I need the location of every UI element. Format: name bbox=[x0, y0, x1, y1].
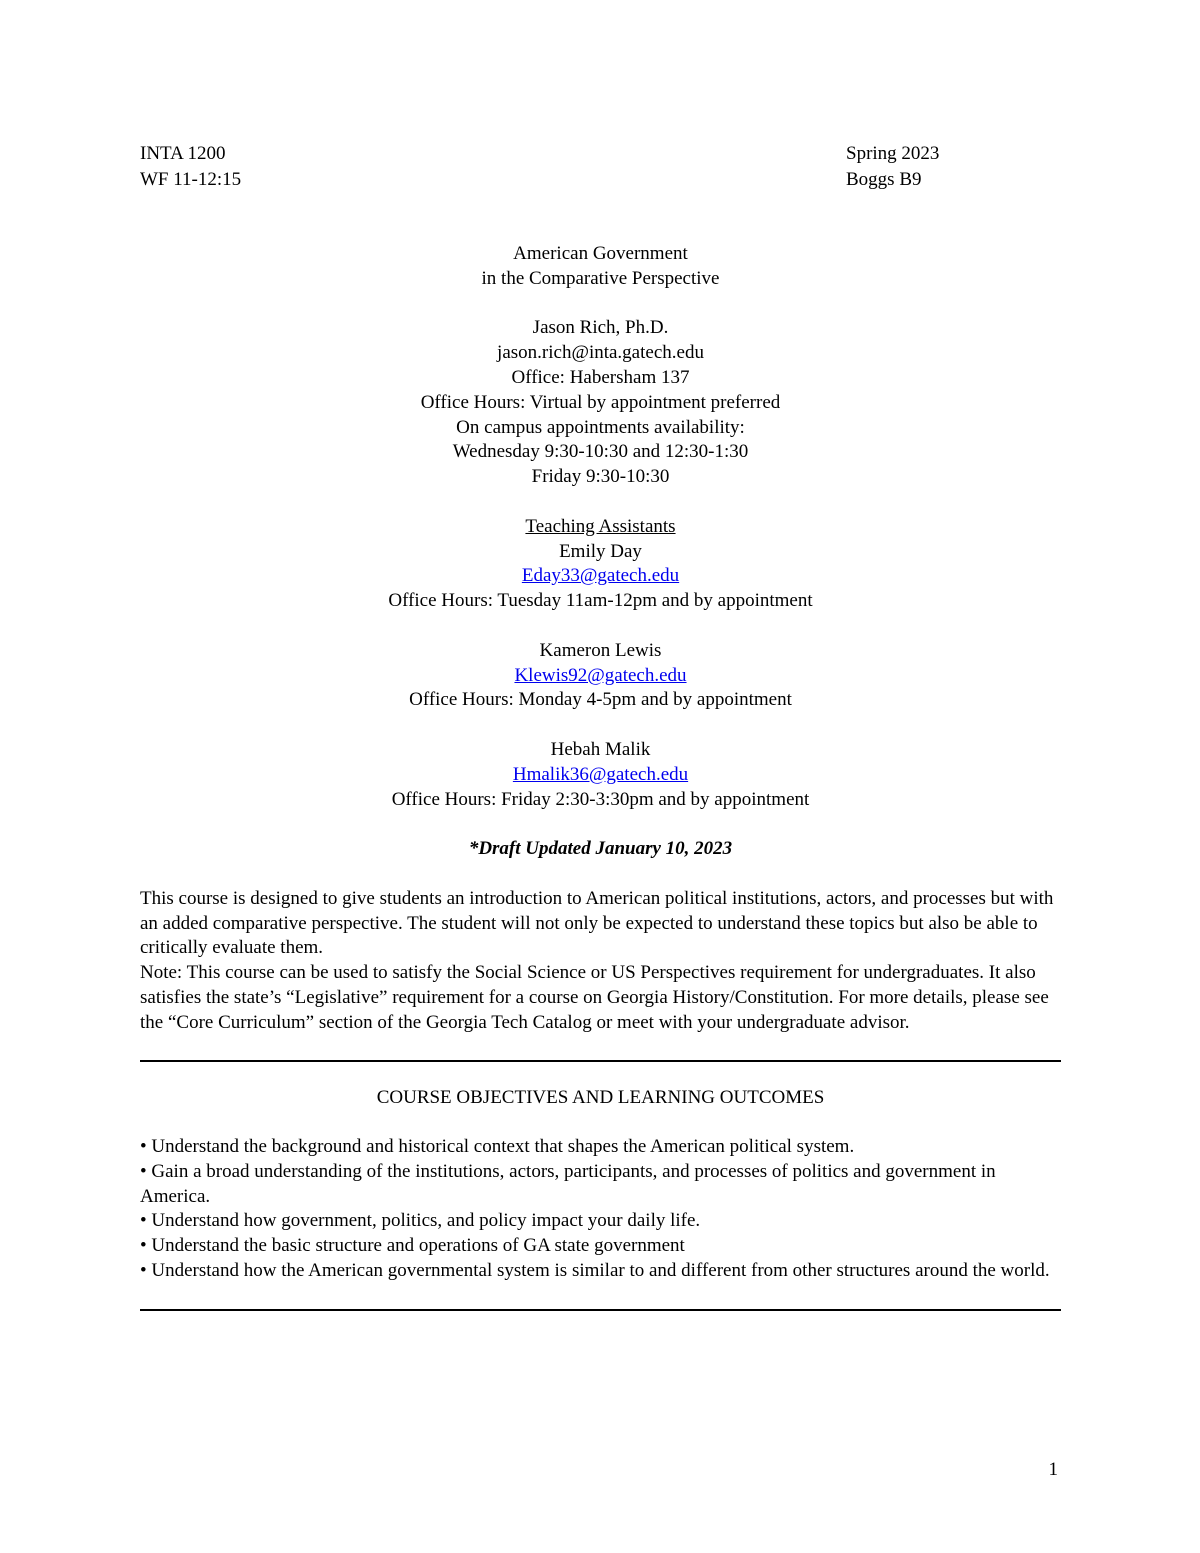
ta-office-hours: Office Hours: Tuesday 11am-12pm and by appointment bbox=[388, 590, 813, 612]
ta-email-link[interactable]: Hmalik36@gatech.edu bbox=[512, 763, 689, 785]
instructor-block bbox=[140, 316, 1061, 490]
objectives-heading: COURSE OBJECTIVES AND LEARNING OUTCOMES bbox=[376, 1086, 825, 1108]
objective-item: • Understand the basic structure and operations of GA state government bbox=[140, 1235, 685, 1257]
course-description: This course is designed to give students an introduction to American political institutions, actors, and processes but with an added comparative perspective. The student will not only be expected to understand these topics but also be able to critically evaluate them. bbox=[140, 887, 1054, 959]
ta-office-hours: Office Hours: Monday 4-5pm and by appointment bbox=[409, 689, 792, 711]
title-line-2: in the Comparative Perspective bbox=[481, 267, 720, 289]
instructor-availability-label: On campus appointments availability: bbox=[456, 416, 745, 438]
ta-name: Hebah Malik bbox=[550, 738, 651, 760]
ta-name: Kameron Lewis bbox=[539, 639, 662, 661]
course-note: Note: This course can be used to satisfy the Social Science or US Perspectives requirement for undergraduates. It also satisfies the state’s “Legislative” requirement for a course on Georgia History/Constitution. For more details, please see the “Core Curriculum” section of the Georgia Tech Catalog or meet with your undergraduate advisor. bbox=[140, 962, 1049, 1033]
room: Boggs B9 bbox=[846, 169, 922, 190]
course-code: INTA 1200 bbox=[140, 143, 226, 164]
header-row-1 bbox=[140, 141, 1061, 167]
instructor-office-hours: Office Hours: Virtual by appointment preferred bbox=[420, 391, 781, 413]
objective-item: • Gain a broad understanding of the institutions, actors, participants, and processes of politics and government in America. bbox=[140, 1160, 996, 1207]
objective-item: • Understand the background and historical context that shapes the American political system. bbox=[140, 1136, 855, 1158]
ta-email-link[interactable]: Klewis92@gatech.edu bbox=[514, 664, 687, 686]
draft-note: *Draft Updated January 10, 2023 bbox=[468, 838, 733, 860]
ta-block bbox=[140, 515, 1061, 813]
meeting-time: WF 11-12:15 bbox=[140, 169, 242, 190]
objective-item: • Understand how government, politics, and policy impact your daily life. bbox=[140, 1210, 701, 1232]
title-line-1: American Government bbox=[513, 243, 688, 264]
instructor-office: Office: Habersham 137 bbox=[511, 366, 690, 388]
objectives-list bbox=[140, 1135, 1061, 1284]
ta-office-hours: Office Hours: Friday 2:30-3:30pm and by appointment bbox=[391, 788, 810, 810]
instructor-email: jason.rich@inta.gatech.edu bbox=[497, 342, 704, 364]
instructor-availability-wed: Wednesday 9:30-10:30 and 12:30-1:30 bbox=[452, 441, 749, 463]
ta-name: Emily Day bbox=[559, 540, 642, 562]
ta-heading: Teaching Assistants bbox=[525, 515, 676, 537]
divider bbox=[140, 1309, 1061, 1311]
ta-email-link[interactable]: Eday33@gatech.edu bbox=[521, 565, 680, 587]
instructor-name: Jason Rich, Ph.D. bbox=[532, 317, 669, 339]
syllabus-page bbox=[140, 141, 1061, 1311]
objective-item: • Understand how the American governmental system is similar to and different from other structures around the world. bbox=[140, 1260, 1050, 1282]
course-title bbox=[140, 242, 1061, 292]
page-number: 1 bbox=[1048, 1459, 1058, 1480]
term: Spring 2023 bbox=[846, 143, 940, 164]
header-row-2 bbox=[140, 167, 1061, 193]
instructor-availability-fri: Friday 9:30-10:30 bbox=[531, 466, 670, 488]
